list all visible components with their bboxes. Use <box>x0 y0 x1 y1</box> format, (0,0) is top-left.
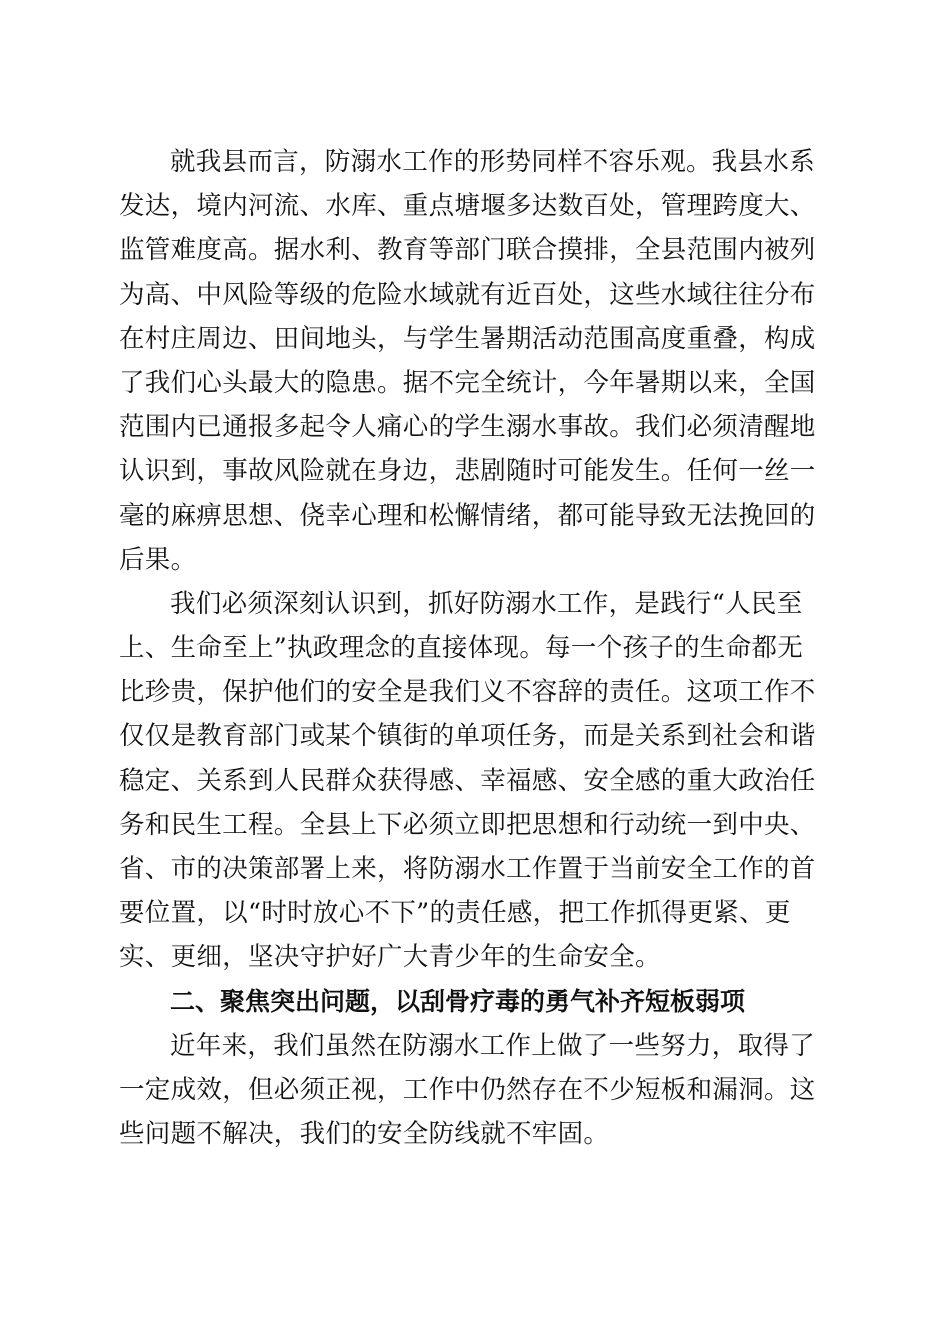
text-line: 监管难度高。据水利、教育等部门联合摸排，全县范围内被列 <box>119 235 816 266</box>
text-line: 我们必须深刻认识到，抓好防溺水工作，是践行“人民至 <box>170 588 803 619</box>
text-line: 稳定、关系到人民群众获得感、幸福感、安全感的重大政治任 <box>119 765 816 796</box>
text-line: 毫的麻痹思想、侥幸心理和松懈情绪，都可能导致无法挽回的 <box>119 500 816 531</box>
text-line: 后果。 <box>119 544 197 575</box>
text-line: 在村庄周边、田间地头，与学生暑期活动范围高度重叠，构成 <box>119 323 816 354</box>
text-line: 些问题不解决，我们的安全防线就不牢固。 <box>119 1119 610 1150</box>
text-line: 比珍贵，保护他们的安全是我们义不容辞的责任。这项工作不 <box>119 677 816 708</box>
paragraph <box>119 582 839 980</box>
text-line: 一定成效，但必须正视，工作中仍然存在不少短板和漏洞。这 <box>119 1074 816 1105</box>
document-page <box>119 140 839 1156</box>
text-line: 上、生命至上”执政理念的直接体现。每一个孩子的生命都无 <box>119 633 804 664</box>
text-line: 为高、中风险等级的危险水域就有近百处，这些水域往往分布 <box>119 279 816 310</box>
section-heading <box>119 980 839 1024</box>
text-line: 实、更细，坚决守护好广大青少年的生命安全。 <box>119 942 661 973</box>
heading-text: 二、聚焦突出问题，以刮骨疗毒的勇气补齐短板弱项 <box>170 986 746 1016</box>
text-line: 省、市的决策部署上来，将防溺水工作置于当前安全工作的首 <box>119 854 816 884</box>
text-line: 认识到，事故风险就在身边，悲剧随时可能发生。任何一丝一 <box>119 456 816 487</box>
paragraph <box>119 1024 839 1157</box>
text-line: 范围内已通报多起令人痛心的学生溺水事故。我们必须清醒地 <box>119 412 816 443</box>
text-line: 要位置，以“时时放心不下”的责任感，把工作抓得更紧、更 <box>119 898 791 929</box>
text-line: 务和民生工程。全县上下必须立即把思想和行动统一到中央、 <box>119 809 816 840</box>
paragraph <box>119 140 839 582</box>
text-line: 仅仅是教育部门或某个镇街的单项任务，而是关系到社会和谐 <box>119 721 816 752</box>
text-line: 近年来，我们虽然在防溺水工作上做了一些努力，取得了 <box>170 1030 816 1061</box>
text-line: 发达，境内河流、水库、重点塘堰多达数百处，管理跨度大、 <box>119 191 816 222</box>
text-line: 了我们心头最大的隐患。据不完全统计，今年暑期以来，全国 <box>119 367 816 398</box>
text-line: 就我县而言，防溺水工作的形势同样不容乐观。我县水系 <box>170 147 816 177</box>
